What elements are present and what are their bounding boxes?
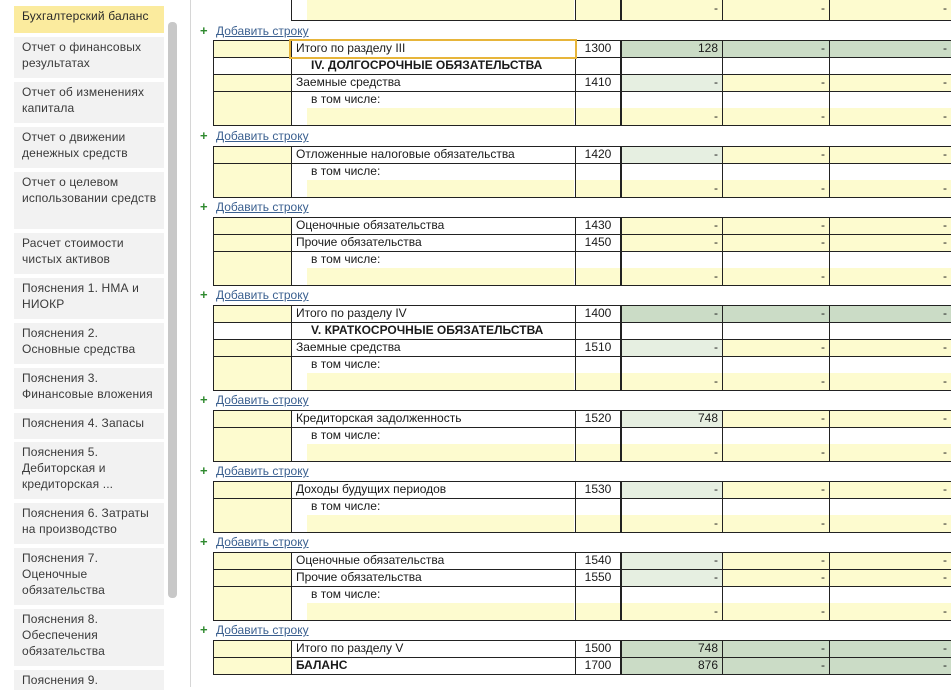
row-code: 1420 bbox=[584, 147, 612, 161]
value-prev-prev-year[interactable]: - bbox=[830, 234, 951, 251]
grid-line bbox=[213, 410, 214, 461]
including-label: в том числе: bbox=[311, 164, 381, 178]
value-current[interactable]: - bbox=[621, 481, 722, 498]
grid-line bbox=[213, 390, 951, 391]
including-value-current[interactable]: - bbox=[621, 373, 722, 390]
including-value-current[interactable]: - bbox=[621, 268, 722, 285]
including-value-prev-prev-year[interactable]: - bbox=[830, 515, 951, 532]
nav-item-net-assets[interactable]: Расчет стоимости чистых активов bbox=[14, 233, 164, 274]
grid-line bbox=[829, 305, 830, 390]
add-row-label: Добавить строку bbox=[216, 393, 309, 407]
row-note-cell[interactable] bbox=[214, 305, 291, 322]
including-value-prev-year[interactable]: - bbox=[723, 373, 829, 390]
grid-line bbox=[213, 620, 951, 621]
row-name: Оценочные обязательства bbox=[296, 218, 445, 232]
row-note-cell[interactable] bbox=[214, 234, 291, 251]
nav-item-note-5[interactable]: Пояснения 5. Дебиторская и кредиторская ... bbox=[14, 442, 164, 499]
including-value-prev-prev-year[interactable]: - bbox=[830, 180, 951, 197]
row-code: 1520 bbox=[584, 411, 612, 425]
value-current: 748 bbox=[621, 640, 722, 657]
row-note-cell[interactable] bbox=[214, 498, 291, 532]
value-current: - bbox=[621, 305, 722, 322]
nav-item-note-8[interactable]: Пояснения 8. Обеспечения обязательства bbox=[14, 609, 164, 666]
value-prev-year: - bbox=[723, 657, 829, 674]
add-row-link[interactable] bbox=[200, 199, 360, 215]
grid-line bbox=[213, 427, 951, 428]
value-prev-year: - bbox=[723, 640, 829, 657]
including-label: в том числе: bbox=[311, 252, 381, 266]
including-value-prev-year[interactable]: - bbox=[723, 268, 829, 285]
value-prev-year: - bbox=[723, 40, 829, 57]
grid-line bbox=[213, 217, 951, 218]
row-name: Итого по разделу V bbox=[296, 641, 404, 655]
including-item-name[interactable] bbox=[307, 268, 574, 285]
plus-icon: + bbox=[200, 287, 208, 302]
grid-line bbox=[213, 640, 951, 641]
grid-line bbox=[829, 40, 830, 125]
nav-item-financial-results[interactable]: Отчет о финансовых результатах bbox=[14, 37, 164, 78]
row-note-cell[interactable] bbox=[214, 40, 291, 57]
value-current[interactable]: - bbox=[621, 339, 722, 356]
grid-line bbox=[213, 234, 951, 235]
grid-line bbox=[829, 146, 830, 197]
row-name: БАЛАНС bbox=[296, 658, 348, 672]
plus-icon: + bbox=[200, 392, 208, 407]
grid-line bbox=[291, 40, 292, 125]
value-prev-year[interactable]: - bbox=[723, 74, 829, 91]
sidebar-scrollbar[interactable] bbox=[168, 22, 177, 598]
grid-line bbox=[213, 40, 214, 125]
row-code: 1300 bbox=[584, 41, 612, 55]
add-row-label: Добавить строку bbox=[216, 623, 309, 637]
grid-line bbox=[213, 40, 951, 41]
row-name: Кредиторская задолженность bbox=[296, 411, 462, 425]
add-row-link[interactable] bbox=[200, 23, 360, 39]
row-note-cell[interactable] bbox=[214, 339, 291, 356]
row-name: Отложенные налоговые обязательства bbox=[296, 147, 515, 161]
including-item-name[interactable] bbox=[307, 180, 574, 197]
row-note-cell[interactable] bbox=[214, 552, 291, 569]
including-value-prev-year[interactable]: - bbox=[723, 0, 829, 20]
including-value-prev-prev-year[interactable]: - bbox=[830, 0, 951, 20]
row-note-cell[interactable] bbox=[214, 217, 291, 234]
row-note-cell[interactable] bbox=[214, 410, 291, 427]
add-row-link[interactable] bbox=[200, 287, 360, 303]
row-note-cell[interactable] bbox=[214, 640, 291, 657]
add-row-label: Добавить строку bbox=[216, 535, 309, 549]
including-item-code[interactable] bbox=[576, 515, 620, 532]
including-item-code[interactable] bbox=[576, 603, 620, 620]
grid-line bbox=[291, 20, 951, 21]
nav-item-note-3[interactable]: Пояснения 3. Финансовые вложения bbox=[14, 368, 164, 409]
grid-line bbox=[291, 410, 292, 461]
including-label: в том числе: bbox=[311, 357, 381, 371]
grid-line bbox=[213, 197, 951, 198]
grid-line bbox=[213, 305, 214, 390]
grid-line bbox=[213, 74, 951, 75]
including-item-name[interactable] bbox=[307, 0, 574, 20]
nav-item-note-7[interactable]: Пояснения 7. Оценочные обязательства bbox=[14, 548, 164, 605]
value-current[interactable]: 748 bbox=[621, 410, 722, 427]
row-code: 1400 bbox=[584, 306, 612, 320]
including-value-current[interactable]: - bbox=[621, 603, 722, 620]
grid-line bbox=[213, 305, 951, 306]
grid-line bbox=[722, 481, 723, 532]
value-prev-year[interactable]: - bbox=[723, 234, 829, 251]
row-name: Заемные средства bbox=[296, 75, 401, 89]
grid-line bbox=[213, 57, 951, 58]
row-name: Доходы будущих периодов bbox=[296, 482, 447, 496]
value-prev-year[interactable]: - bbox=[723, 481, 829, 498]
grid-line bbox=[213, 146, 951, 147]
row-note-cell[interactable] bbox=[214, 657, 291, 674]
nav-item-note-2[interactable]: Пояснения 2. Основные средства bbox=[14, 323, 164, 364]
nav-item-note-6[interactable]: Пояснения 6. Затраты на производство bbox=[14, 503, 164, 544]
including-value-prev-year[interactable]: - bbox=[723, 444, 829, 461]
including-item-code[interactable] bbox=[576, 0, 620, 20]
row-note-cell[interactable] bbox=[214, 356, 291, 390]
plus-icon: + bbox=[200, 199, 208, 214]
including-value-prev-prev-year[interactable]: - bbox=[830, 603, 951, 620]
grid-line bbox=[213, 586, 951, 587]
grid-line bbox=[213, 356, 951, 357]
value-prev-year[interactable]: - bbox=[723, 146, 829, 163]
nav-item-note-4[interactable]: Пояснения 4. Запасы bbox=[14, 413, 164, 439]
value-prev-prev-year[interactable]: - bbox=[830, 569, 951, 586]
value-current[interactable]: - bbox=[621, 217, 722, 234]
grid-line bbox=[829, 0, 830, 20]
including-item-name[interactable] bbox=[307, 373, 574, 390]
value-prev-prev-year[interactable]: - bbox=[830, 481, 951, 498]
row-code: 1530 bbox=[584, 482, 612, 496]
row-code: 1500 bbox=[584, 641, 612, 655]
section-iv-title: IV. ДОЛГОСРОЧНЫЕ ОБЯЗАТЕЛЬСТВА bbox=[311, 58, 543, 72]
grid-line bbox=[722, 410, 723, 461]
including-value-prev-year[interactable]: - bbox=[723, 108, 829, 125]
add-row-label: Добавить строку bbox=[216, 24, 309, 38]
add-row-label: Добавить строку bbox=[216, 288, 309, 302]
grid-line bbox=[213, 657, 951, 658]
grid-line bbox=[291, 305, 292, 390]
grid-line bbox=[722, 146, 723, 197]
grid-line bbox=[213, 552, 951, 553]
nav-item-note-1[interactable]: Пояснения 1. НМА и НИОКР bbox=[14, 278, 164, 319]
value-prev-prev-year: - bbox=[830, 640, 951, 657]
value-current[interactable]: - bbox=[621, 74, 722, 91]
value-prev-year[interactable]: - bbox=[723, 339, 829, 356]
add-row-link[interactable] bbox=[200, 463, 360, 479]
value-prev-prev-year[interactable]: - bbox=[830, 552, 951, 569]
grid-line bbox=[575, 410, 576, 461]
row-name: Заемные средства bbox=[296, 340, 401, 354]
grid-line bbox=[213, 532, 951, 533]
including-value-prev-prev-year[interactable]: - bbox=[830, 373, 951, 390]
value-prev-year[interactable]: - bbox=[723, 410, 829, 427]
grid-line bbox=[722, 40, 723, 125]
section-v-title: V. КРАТКОСРОЧНЫЕ ОБЯЗАТЕЛЬСТВА bbox=[311, 323, 544, 337]
value-current[interactable]: - bbox=[621, 234, 722, 251]
row-note-cell[interactable] bbox=[214, 586, 291, 620]
row-name: Оценочные обязательства bbox=[296, 553, 445, 567]
value-prev-prev-year: - bbox=[830, 40, 951, 57]
grid-line bbox=[575, 40, 576, 125]
grid-line bbox=[213, 569, 951, 570]
including-value-prev-prev-year[interactable]: - bbox=[830, 108, 951, 125]
row-note-cell[interactable] bbox=[214, 481, 291, 498]
value-prev-prev-year: - bbox=[830, 305, 951, 322]
including-item-name[interactable] bbox=[307, 444, 574, 461]
including-label: в том числе: bbox=[311, 428, 381, 442]
row-code: 1550 bbox=[584, 570, 612, 584]
including-value-prev-year[interactable]: - bbox=[723, 180, 829, 197]
grid-line bbox=[213, 251, 951, 252]
grid-line bbox=[213, 91, 951, 92]
plus-icon: + bbox=[200, 622, 208, 637]
report-sidebar bbox=[0, 0, 180, 687]
grid-line bbox=[213, 322, 951, 323]
including-value-prev-prev-year[interactable]: - bbox=[830, 268, 951, 285]
value-prev-prev-year: - bbox=[830, 657, 951, 674]
add-row-label: Добавить строку bbox=[216, 129, 309, 143]
value-prev-year: - bbox=[723, 305, 829, 322]
including-item-name[interactable] bbox=[307, 515, 574, 532]
row-note-cell[interactable] bbox=[214, 163, 291, 197]
value-current[interactable]: - bbox=[621, 569, 722, 586]
including-value-current[interactable]: - bbox=[621, 515, 722, 532]
row-note-cell[interactable] bbox=[214, 74, 291, 91]
including-item-code[interactable] bbox=[576, 444, 620, 461]
grid-line bbox=[575, 305, 576, 390]
value-prev-year[interactable]: - bbox=[723, 569, 829, 586]
grid-line bbox=[291, 0, 292, 20]
grid-line bbox=[620, 40, 622, 125]
grid-line bbox=[722, 0, 723, 20]
grid-line bbox=[213, 285, 951, 286]
including-item-code[interactable] bbox=[576, 268, 620, 285]
value-current: 128 bbox=[621, 40, 722, 57]
grid-line bbox=[575, 146, 576, 197]
row-code: 1430 bbox=[584, 218, 612, 232]
value-current[interactable]: - bbox=[621, 146, 722, 163]
grid-line bbox=[291, 481, 292, 532]
including-item-name[interactable] bbox=[307, 108, 574, 125]
value-prev-prev-year[interactable]: - bbox=[830, 410, 951, 427]
including-item-code[interactable] bbox=[576, 373, 620, 390]
grid-line bbox=[213, 674, 951, 675]
including-value-prev-year[interactable]: - bbox=[723, 515, 829, 532]
value-prev-prev-year[interactable]: - bbox=[830, 74, 951, 91]
grid-line bbox=[213, 163, 951, 164]
including-value-current[interactable]: - bbox=[621, 180, 722, 197]
row-code: 1450 bbox=[584, 235, 612, 249]
grid-line bbox=[620, 481, 622, 532]
plus-icon: + bbox=[200, 128, 208, 143]
row-code: 1700 bbox=[584, 658, 612, 672]
grid-line bbox=[291, 146, 292, 197]
add-row-label: Добавить строку bbox=[216, 464, 309, 478]
grid-line bbox=[575, 0, 576, 20]
including-label: в том числе: bbox=[311, 499, 381, 513]
row-code: 1510 bbox=[584, 340, 612, 354]
including-value-prev-year[interactable]: - bbox=[723, 603, 829, 620]
value-prev-prev-year[interactable]: - bbox=[830, 146, 951, 163]
row-code: 1410 bbox=[584, 75, 612, 89]
including-label: в том числе: bbox=[311, 587, 381, 601]
nav-item-capital-changes[interactable]: Отчет об изменениях капитала bbox=[14, 82, 164, 123]
nav-item-cash-flow[interactable]: Отчет о движении денежных средств bbox=[14, 127, 164, 168]
grid-line bbox=[722, 305, 723, 390]
add-row-label: Добавить строку bbox=[216, 200, 309, 214]
row-note-cell[interactable] bbox=[214, 569, 291, 586]
grid-line bbox=[213, 481, 214, 532]
value-prev-prev-year[interactable]: - bbox=[830, 217, 951, 234]
value-current[interactable]: - bbox=[621, 552, 722, 569]
grid-line bbox=[213, 498, 951, 499]
plus-icon: + bbox=[200, 23, 208, 38]
including-item-code[interactable] bbox=[576, 180, 620, 197]
grid-line bbox=[213, 125, 951, 126]
including-item-name[interactable] bbox=[307, 603, 574, 620]
grid-line bbox=[213, 481, 951, 482]
nav-item-balance-sheet[interactable]: Бухгалтерский баланс bbox=[14, 6, 164, 33]
row-code: 1540 bbox=[584, 553, 612, 567]
grid-line bbox=[575, 481, 576, 532]
value-current: 876 bbox=[621, 657, 722, 674]
nav-item-note-9[interactable]: Пояснения 9. bbox=[14, 670, 164, 690]
value-prev-year[interactable]: - bbox=[723, 552, 829, 569]
add-row-link[interactable] bbox=[200, 128, 360, 144]
add-row-link[interactable] bbox=[200, 534, 360, 550]
including-item-code[interactable] bbox=[576, 108, 620, 125]
nav-item-target-use[interactable]: Отчет о целевом использовании средств bbox=[14, 172, 164, 229]
grid-line bbox=[213, 461, 951, 462]
row-name: Прочие обязательства bbox=[296, 570, 422, 584]
row-name: Прочие обязательства bbox=[296, 235, 422, 249]
row-name: Итого по разделу IV bbox=[296, 306, 407, 320]
grid-line bbox=[829, 481, 830, 532]
grid-line bbox=[620, 0, 622, 20]
including-value-prev-prev-year[interactable]: - bbox=[830, 444, 951, 461]
grid-line bbox=[213, 410, 951, 411]
row-name: Итого по разделу III bbox=[296, 41, 406, 55]
plus-icon: + bbox=[200, 463, 208, 478]
including-value-current[interactable]: - bbox=[621, 444, 722, 461]
value-prev-year[interactable]: - bbox=[723, 217, 829, 234]
row-note-cell[interactable] bbox=[214, 251, 291, 285]
grid-line bbox=[620, 146, 622, 197]
grid-line bbox=[620, 305, 622, 390]
add-row-link[interactable] bbox=[200, 392, 360, 408]
add-row-link[interactable] bbox=[200, 622, 360, 638]
grid-line bbox=[213, 146, 214, 197]
value-prev-prev-year[interactable]: - bbox=[830, 339, 951, 356]
including-label: в том числе: bbox=[311, 92, 381, 106]
grid-line bbox=[829, 410, 830, 461]
plus-icon: + bbox=[200, 534, 208, 549]
row-note-cell[interactable] bbox=[214, 146, 291, 163]
row-note-cell[interactable] bbox=[214, 427, 291, 461]
including-value-current[interactable]: - bbox=[621, 108, 722, 125]
grid-line bbox=[620, 410, 622, 461]
grid-line bbox=[213, 339, 951, 340]
including-value-current[interactable]: - bbox=[621, 0, 722, 20]
row-note-cell[interactable] bbox=[214, 91, 291, 125]
